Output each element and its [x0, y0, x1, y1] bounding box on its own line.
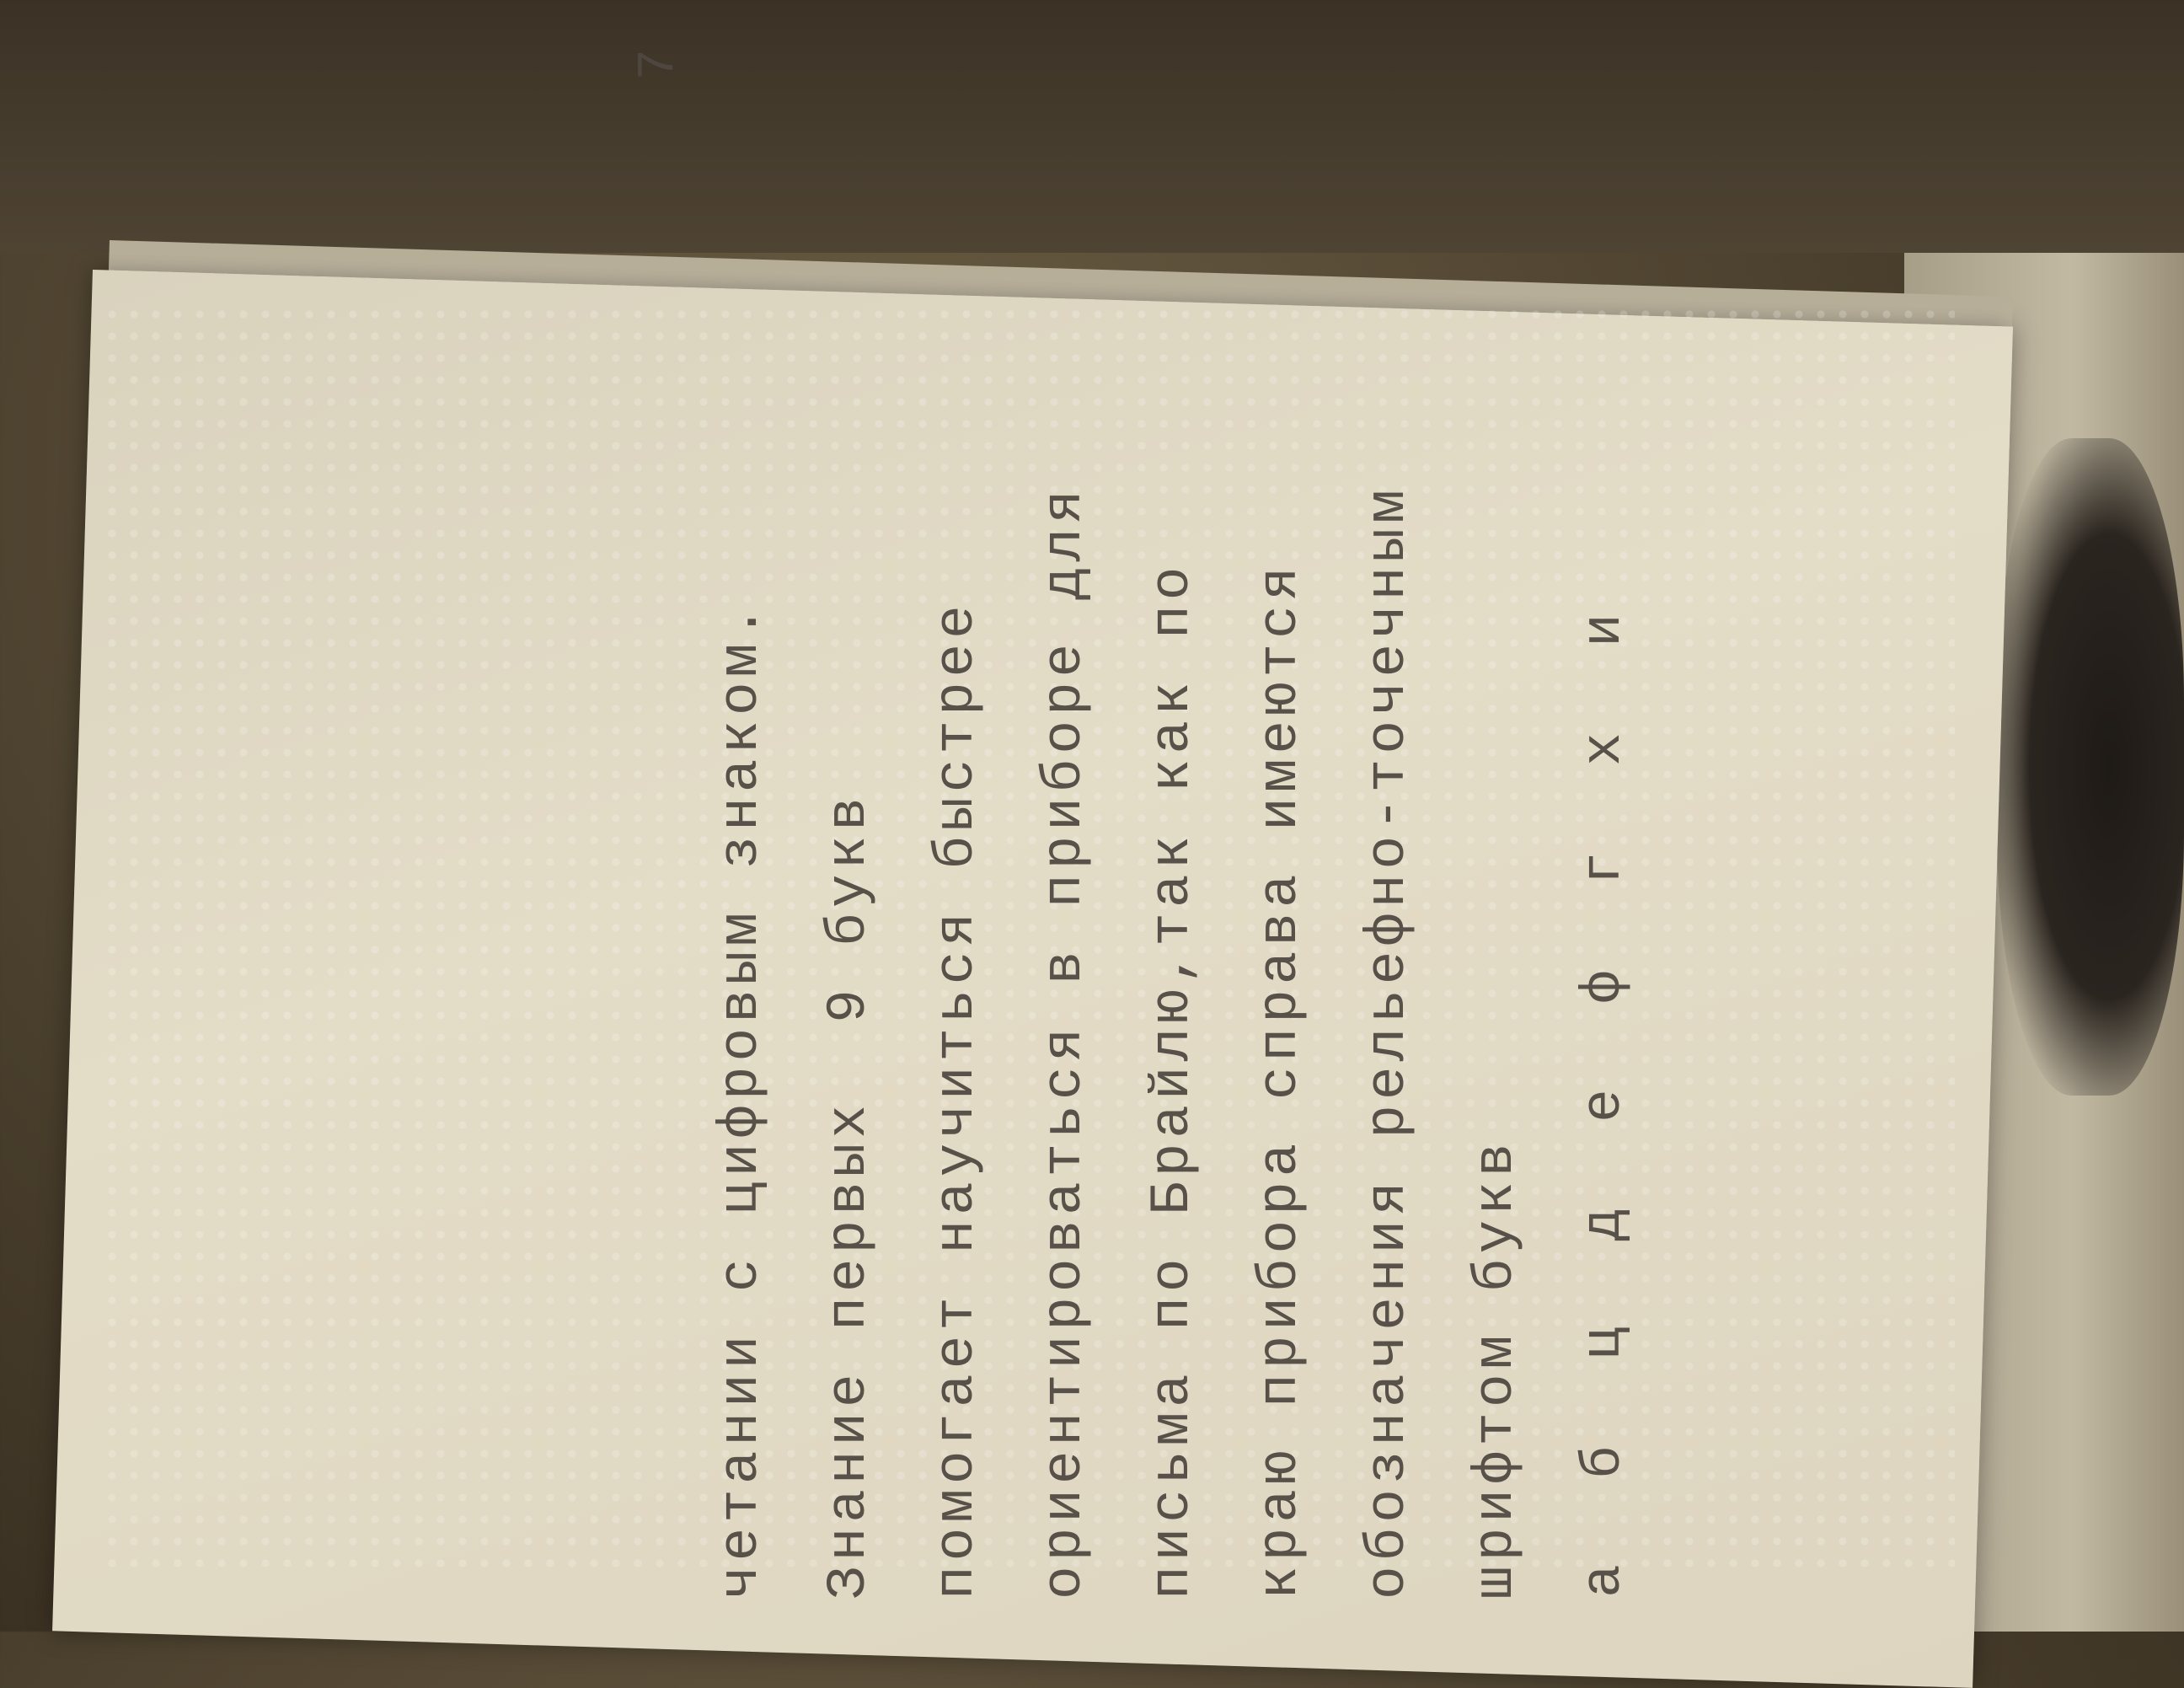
letter-row: [1550, 32, 1658, 1600]
letter: ф: [1572, 970, 1635, 1004]
letter: д: [1572, 1208, 1635, 1241]
letter: а: [1572, 1564, 1635, 1598]
text-line: ориентироваться в приборе для: [1033, 485, 1096, 1600]
letter: и: [1572, 614, 1635, 647]
page-number: 7: [629, 49, 688, 81]
text-block: [688, 32, 1658, 1600]
letter: х: [1572, 732, 1635, 766]
letter: б: [1572, 1445, 1635, 1479]
page-content: [460, 15, 1724, 1616]
letter: ц: [1572, 1326, 1635, 1360]
text-line: обозначения рельефно-точечным: [1357, 485, 1420, 1600]
background-object: [1997, 438, 2184, 1096]
text-line: краю прибора справа имеются: [1249, 561, 1312, 1600]
text-line: четании с цифровым знаком.: [709, 600, 773, 1600]
letter: г: [1572, 851, 1635, 885]
text-line: письма по Брайлю,так как по: [1141, 561, 1204, 1600]
letter: е: [1572, 1089, 1635, 1123]
text-line: шрифтом букв: [1464, 1138, 1528, 1600]
text-line: помогает научиться быстрее: [925, 600, 988, 1600]
text-line: Знание первых 9 букв: [817, 792, 881, 1600]
